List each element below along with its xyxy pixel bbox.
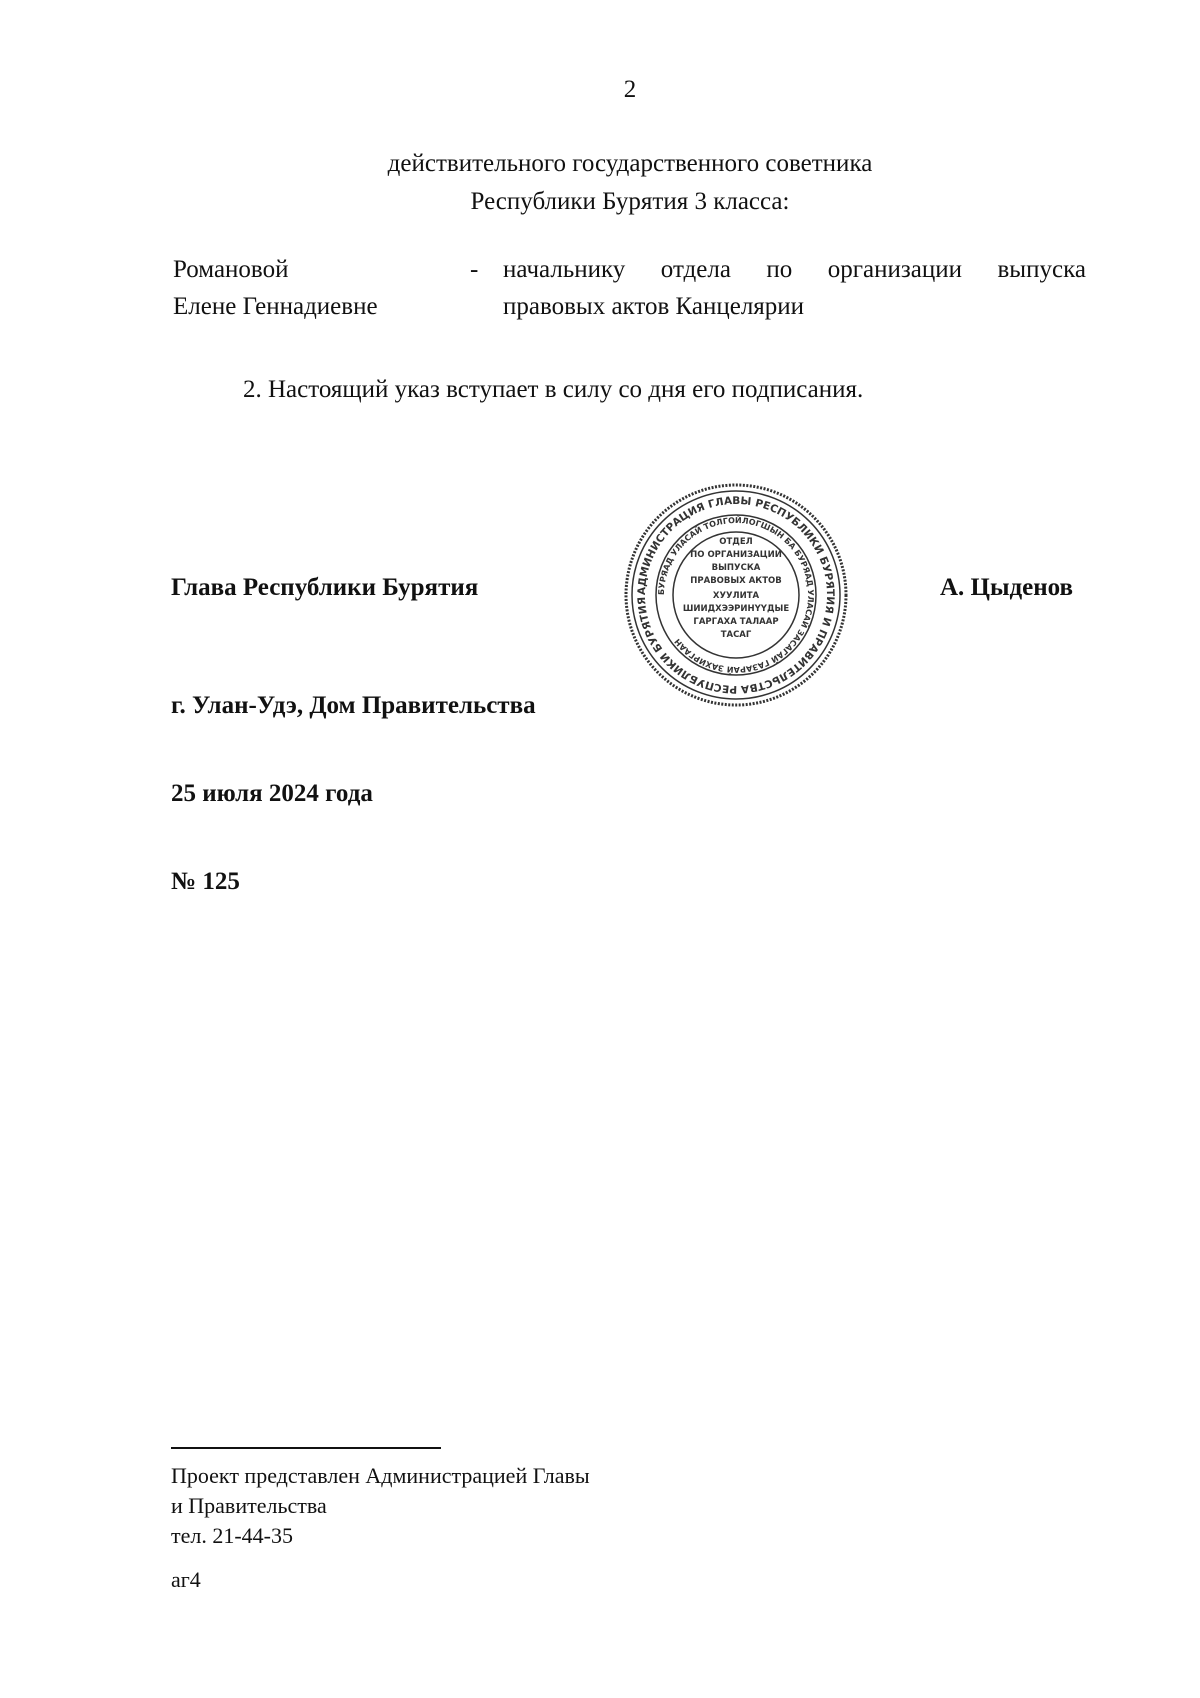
seal-center-line: ПРАВОВЫХ АКТОВ	[690, 576, 782, 586]
official-seal	[623, 482, 849, 708]
footnote-divider	[171, 1447, 441, 1449]
footnote-line2: и Правительства	[171, 1493, 327, 1518]
appointee-dash: -	[470, 256, 479, 283]
appointee-position-line2: правовых актов Канцелярии	[503, 293, 805, 320]
seal-outer-text: АДМИНИСТРАЦИЯ ГЛАВЫ РЕСПУБЛИКИ БУРЯТИЯ И ПРАВИТЕЛЬСТВА РЕСПУБЛИКИ БУРЯТИЯ	[635, 494, 837, 696]
position-word: по	[766, 256, 793, 283]
decree-number: № 125	[171, 868, 240, 895]
rank-heading-line1: действительного государственного советника	[387, 150, 873, 177]
place-of-signing: г. Улан-Удэ, Дом Правительства	[171, 692, 536, 719]
seal-center-line: ВЫПУСКА	[711, 563, 761, 573]
seal-inner-ring-text: БУРЯАД УЛАСАЙ ТОЛГОЙЛОГШЫН БА БУРЯАД УЛАСАЙ ЗАСАГАЙ ГАЗАРАЙ ЗАХИРГААН	[656, 515, 816, 675]
position-word: отдела	[660, 256, 731, 283]
seal-center-line: ГАРГАХА ТАЛААР	[693, 617, 779, 627]
clause-2: 2. Настоящий указ вступает в силу со дня его подписания.	[243, 376, 864, 403]
seal-center-line: ТАСАГ	[720, 630, 752, 640]
appointee-position-line1	[503, 252, 1086, 288]
seal-center-line: ОТДЕЛ	[719, 537, 753, 547]
signatory-name: А. Цыденов	[940, 574, 1074, 601]
seal-center-line: ШИИДХЭЭРИНҮҮДЫЕ	[682, 604, 790, 614]
position-word: организации	[827, 256, 963, 283]
signing-date: 25 июля 2024 года	[171, 780, 373, 807]
footnote-line1: Проект представлен Администрацией Главы	[171, 1463, 590, 1488]
appointee-name: Елене Геннадиевне	[173, 293, 378, 320]
seal-center-line: ХУУЛИТА	[712, 591, 760, 601]
footnote-phone: тел. 21-44-35	[171, 1523, 294, 1548]
position-word: выпуска	[997, 256, 1086, 283]
seal-center-line: ПО ОРГАНИЗАЦИИ	[690, 550, 782, 560]
page-number: 2	[623, 76, 637, 103]
position-word: начальнику	[503, 256, 626, 283]
author-code: аг4	[171, 1567, 201, 1592]
signatory-title: Глава Республики Бурятия	[171, 574, 479, 601]
rank-heading-line2: Республики Бурятия 3 класса:	[470, 188, 790, 215]
appointee-surname: Романовой	[173, 256, 289, 283]
